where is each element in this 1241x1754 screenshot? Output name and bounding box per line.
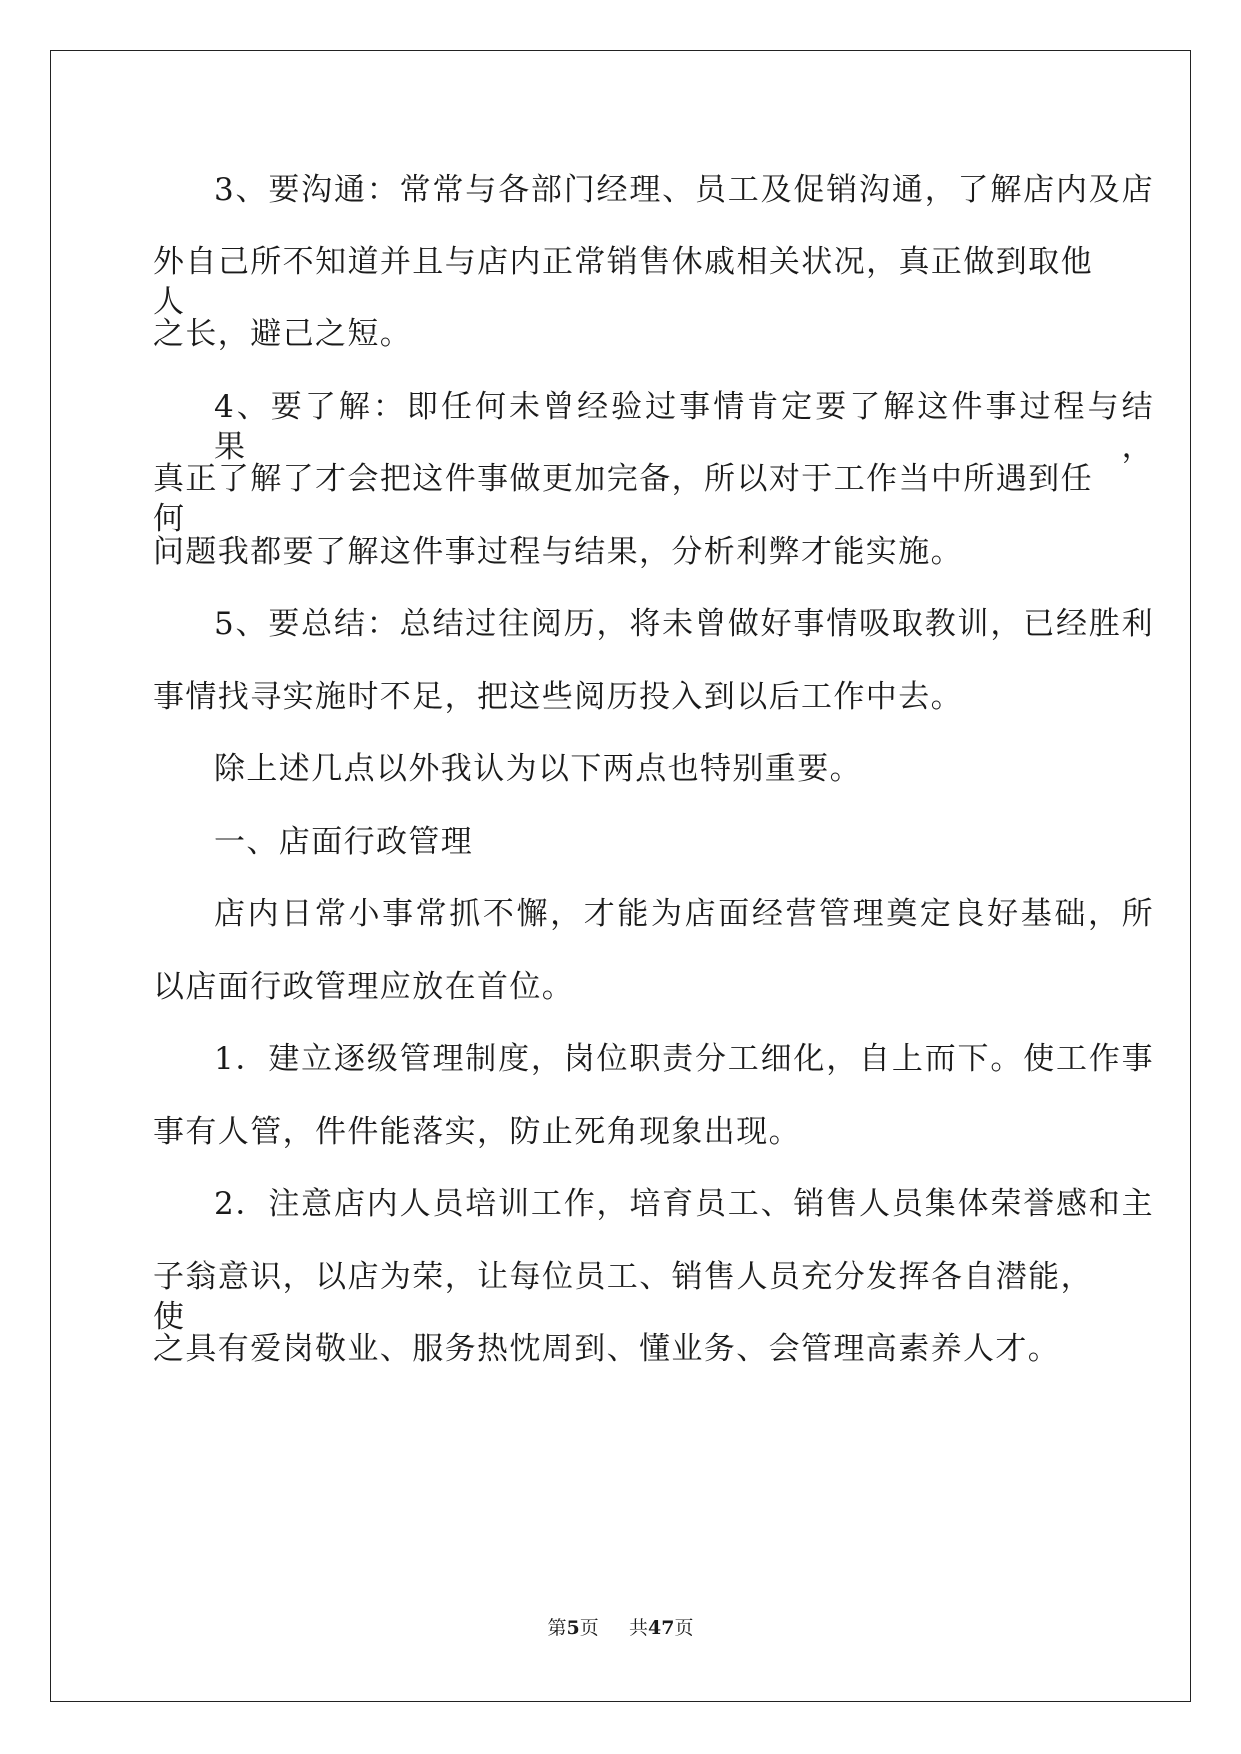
page-footer [0, 1616, 1241, 1640]
body-line: 之具有爱岗敬业、服务热忱周到、懂业务、会管理高素养人才。 [153, 1331, 1061, 1367]
body-line: 以店面行政管理应放在首位。 [153, 969, 575, 1005]
body-line: 1．建立逐级管理制度，岗位职责分工细化，自上而下。使工作事 [214, 1041, 1154, 1077]
body-line: 3、要沟通：常常与各部门经理、员工及促销沟通，了解店内及店 [214, 172, 1154, 208]
body-line: 子翁意识，以店为荣，让每位员工、销售人员充分发挥各自潜能，使 [153, 1259, 1093, 1335]
footer-total-suffix: 页 [674, 1617, 694, 1639]
section-heading: 一、店面行政管理 [214, 824, 474, 860]
page-number: 5 [566, 1617, 580, 1639]
body-line: 5、要总结：总结过往阅历，将未曾做好事情吸取教训，已经胜利 [214, 606, 1154, 642]
body-line: 4、要了解：即任何未曾经验过事情肯定要了解这件事过程与结果， [214, 389, 1154, 465]
body-line: 真正了解了才会把这件事做更加完备，所以对于工作当中所遇到任何 [153, 461, 1093, 537]
body-line: 之长，避己之短。 [153, 316, 413, 352]
body-line: 外自己所不知道并且与店内正常销售休戚相关状况，真正做到取他人 [153, 244, 1093, 320]
body-line: 事情找寻实施时不足，把这些阅历投入到以后工作中去。 [153, 679, 963, 715]
body-line: 2．注意店内人员培训工作，培育员工、销售人员集体荣誉感和主 [214, 1186, 1154, 1222]
footer-page-suffix: 页 [579, 1617, 599, 1639]
body-line: 事有人管，件件能落实，防止死角现象出现。 [153, 1114, 801, 1150]
total-pages: 47 [648, 1617, 675, 1639]
body-line: 除上述几点以外我认为以下两点也特别重要。 [214, 751, 862, 787]
footer-total-prefix: 共 [628, 1617, 648, 1639]
body-line: 问题我都要了解这件事过程与结果，分析利弊才能实施。 [153, 534, 963, 570]
footer-prefix: 第 [547, 1617, 567, 1639]
body-line: 店内日常小事常抓不懈，才能为店面经营管理奠定良好基础，所 [214, 896, 1154, 932]
